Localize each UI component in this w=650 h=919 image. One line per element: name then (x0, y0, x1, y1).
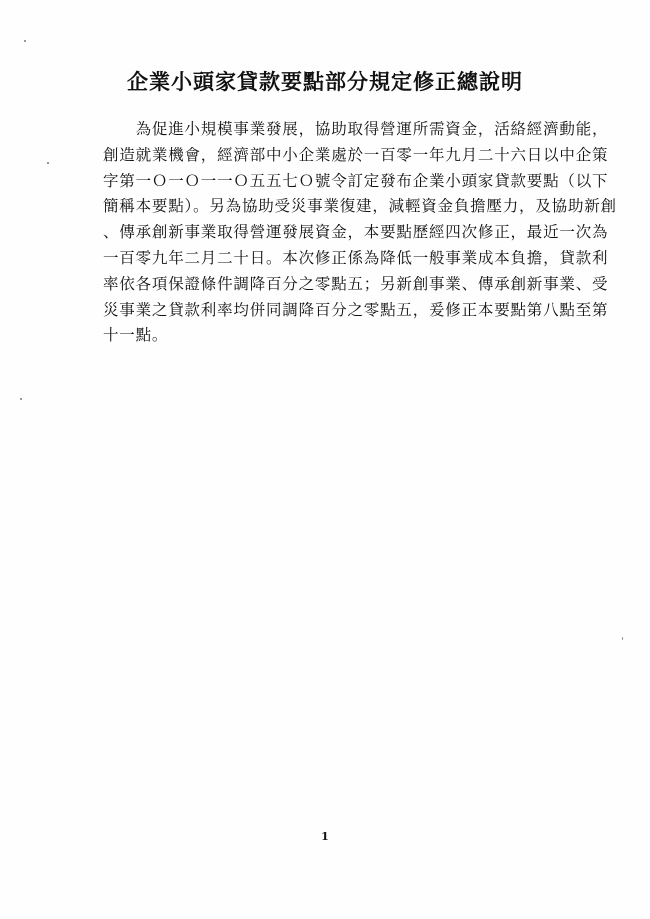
document-body (103, 117, 617, 349)
scan-speck (20, 398, 22, 400)
body-line: 為促進小規模事業發展，協助取得營運所需資金，活絡經濟動能， (103, 120, 609, 138)
body-line: 簡稱本要點）。另為協助受災事業復建，減輕資金負擔壓力，及協助新創 (103, 197, 617, 216)
body-line: 災事業之貸款利率均併同調降百分之零點五，爰修正本要點第八點至第 (103, 300, 609, 319)
body-line: 十一點。 (103, 326, 169, 345)
page-number: 1 (321, 830, 329, 843)
body-line: 率依各項保證條件調降百分之零點五；另新創事業、傳承創新事業、受 (103, 274, 609, 293)
scan-speck (47, 162, 49, 164)
body-line: 、傳承創新事業取得營運發展資金，本要點歷經四次修正，最近一次為 (103, 223, 609, 242)
body-line: 一百零九年二月二十日。本次修正係為降低一般事業成本負擔，貸款利 (103, 248, 609, 267)
body-line: 字第一Ｏ一Ｏ一一Ｏ五五七Ｏ號令訂定發布企業小頭家貸款要點（以下 (103, 171, 609, 190)
scan-speck (24, 40, 26, 42)
scan-speck (622, 637, 623, 640)
body-line: 創造就業機會，經濟部中小企業處於一百零一年九月二十六日以中企策 (103, 145, 609, 164)
document-title: 企業小頭家貸款要點部分規定修正總說明 (127, 69, 523, 94)
